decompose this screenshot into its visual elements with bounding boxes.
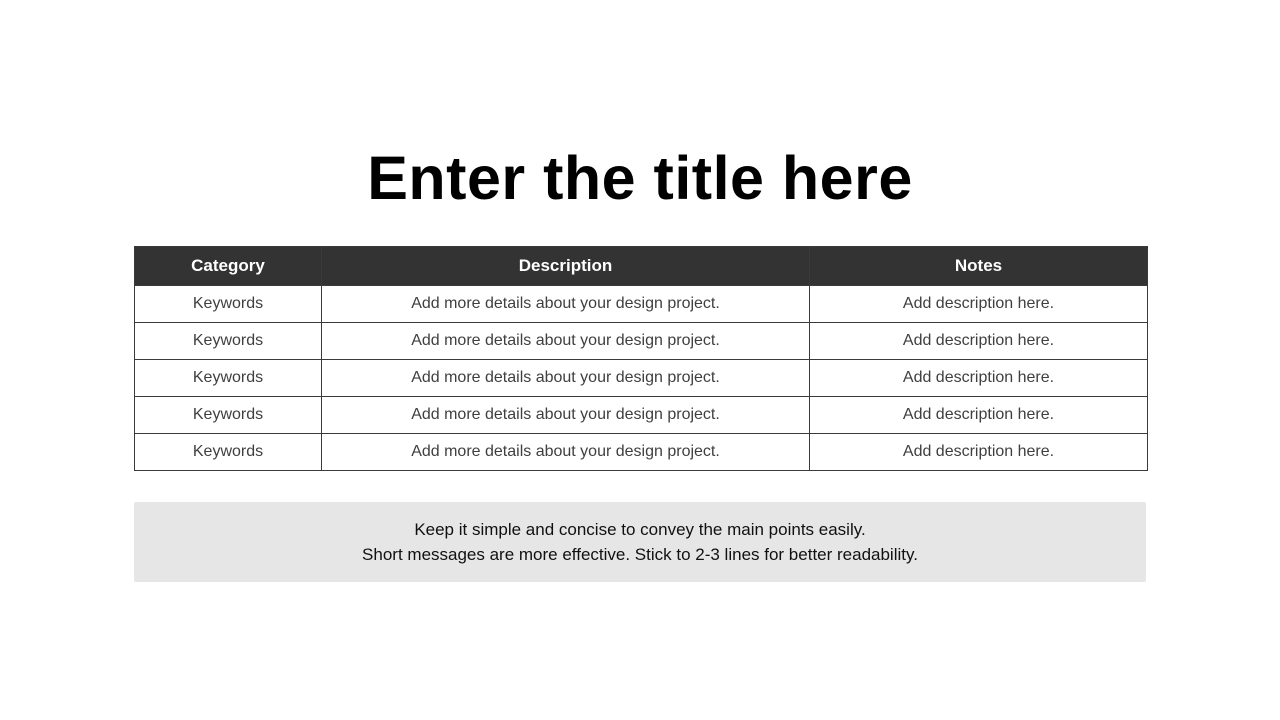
column-header-category: Category <box>135 247 322 286</box>
table-cell-category: Keywords <box>135 286 322 323</box>
note-box <box>134 502 1146 582</box>
table-cell-category: Keywords <box>135 434 322 471</box>
table-row <box>135 323 1148 360</box>
table-cell-notes: Add description here. <box>810 360 1148 397</box>
table-header-row <box>135 247 1148 286</box>
table-cell-notes: Add description here. <box>810 434 1148 471</box>
table-row <box>135 434 1148 471</box>
note-line: Keep it simple and concise to convey the main points easily. <box>414 520 866 539</box>
table-row <box>135 360 1148 397</box>
column-header-notes: Notes <box>810 247 1148 286</box>
column-header-description: Description <box>322 247 810 286</box>
note-line: Short messages are more effective. Stick to 2-3 lines for better readability. <box>362 545 918 564</box>
table-cell-notes: Add description here. <box>810 323 1148 360</box>
table-cell-description: Add more details about your design project. <box>322 286 810 323</box>
table-cell-description: Add more details about your design project. <box>322 360 810 397</box>
table-cell-category: Keywords <box>135 323 322 360</box>
table-cell-category: Keywords <box>135 397 322 434</box>
table-cell-category: Keywords <box>135 360 322 397</box>
table-cell-description: Add more details about your design project. <box>322 397 810 434</box>
table-cell-description: Add more details about your design project. <box>322 434 810 471</box>
data-table <box>134 246 1148 471</box>
table-row <box>135 397 1148 434</box>
table-cell-description: Add more details about your design project. <box>322 323 810 360</box>
table-row <box>135 286 1148 323</box>
table-cell-notes: Add description here. <box>810 286 1148 323</box>
table-cell-notes: Add description here. <box>810 397 1148 434</box>
page-title: Enter the title here <box>367 144 913 212</box>
